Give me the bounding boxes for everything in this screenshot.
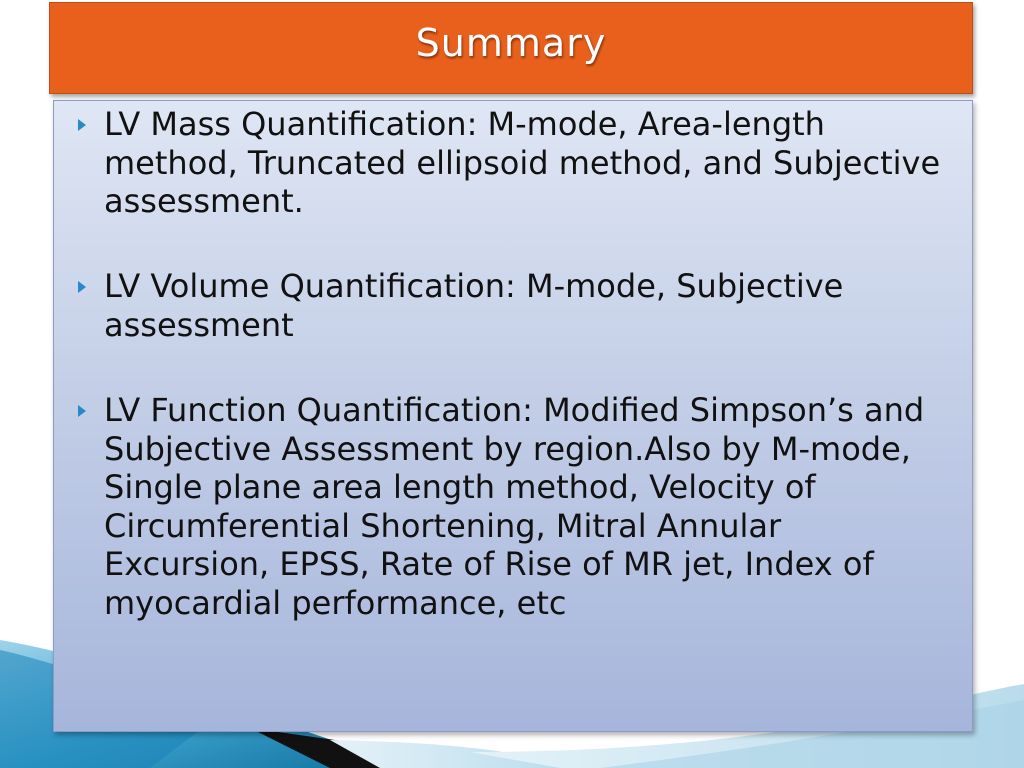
content-box: [53, 100, 973, 732]
bullet-text: LV Mass Quantification: M-mode, Area-length method, Truncated ellipsoid method, and Subjective assessment.: [104, 105, 941, 220]
triangle-right-icon: [78, 281, 86, 293]
bullet-text: LV Function Quantification: Modified Simpson’s and Subjective Assessment by region.Also by M-mode, Single plane area length method, Velocity of Circumferential Shortening, Mitral Annular Excursion, EPSS, Rate of Rise of MR jet, Index of myocardial performance, etc: [104, 391, 925, 622]
bullet-text: LV Volume Quantification: M-mode, Subjective assessment: [104, 267, 844, 344]
title-bar: [49, 2, 973, 94]
triangle-right-icon: [78, 405, 86, 417]
slide-title: Summary: [415, 21, 607, 65]
triangle-right-icon: [78, 119, 86, 131]
